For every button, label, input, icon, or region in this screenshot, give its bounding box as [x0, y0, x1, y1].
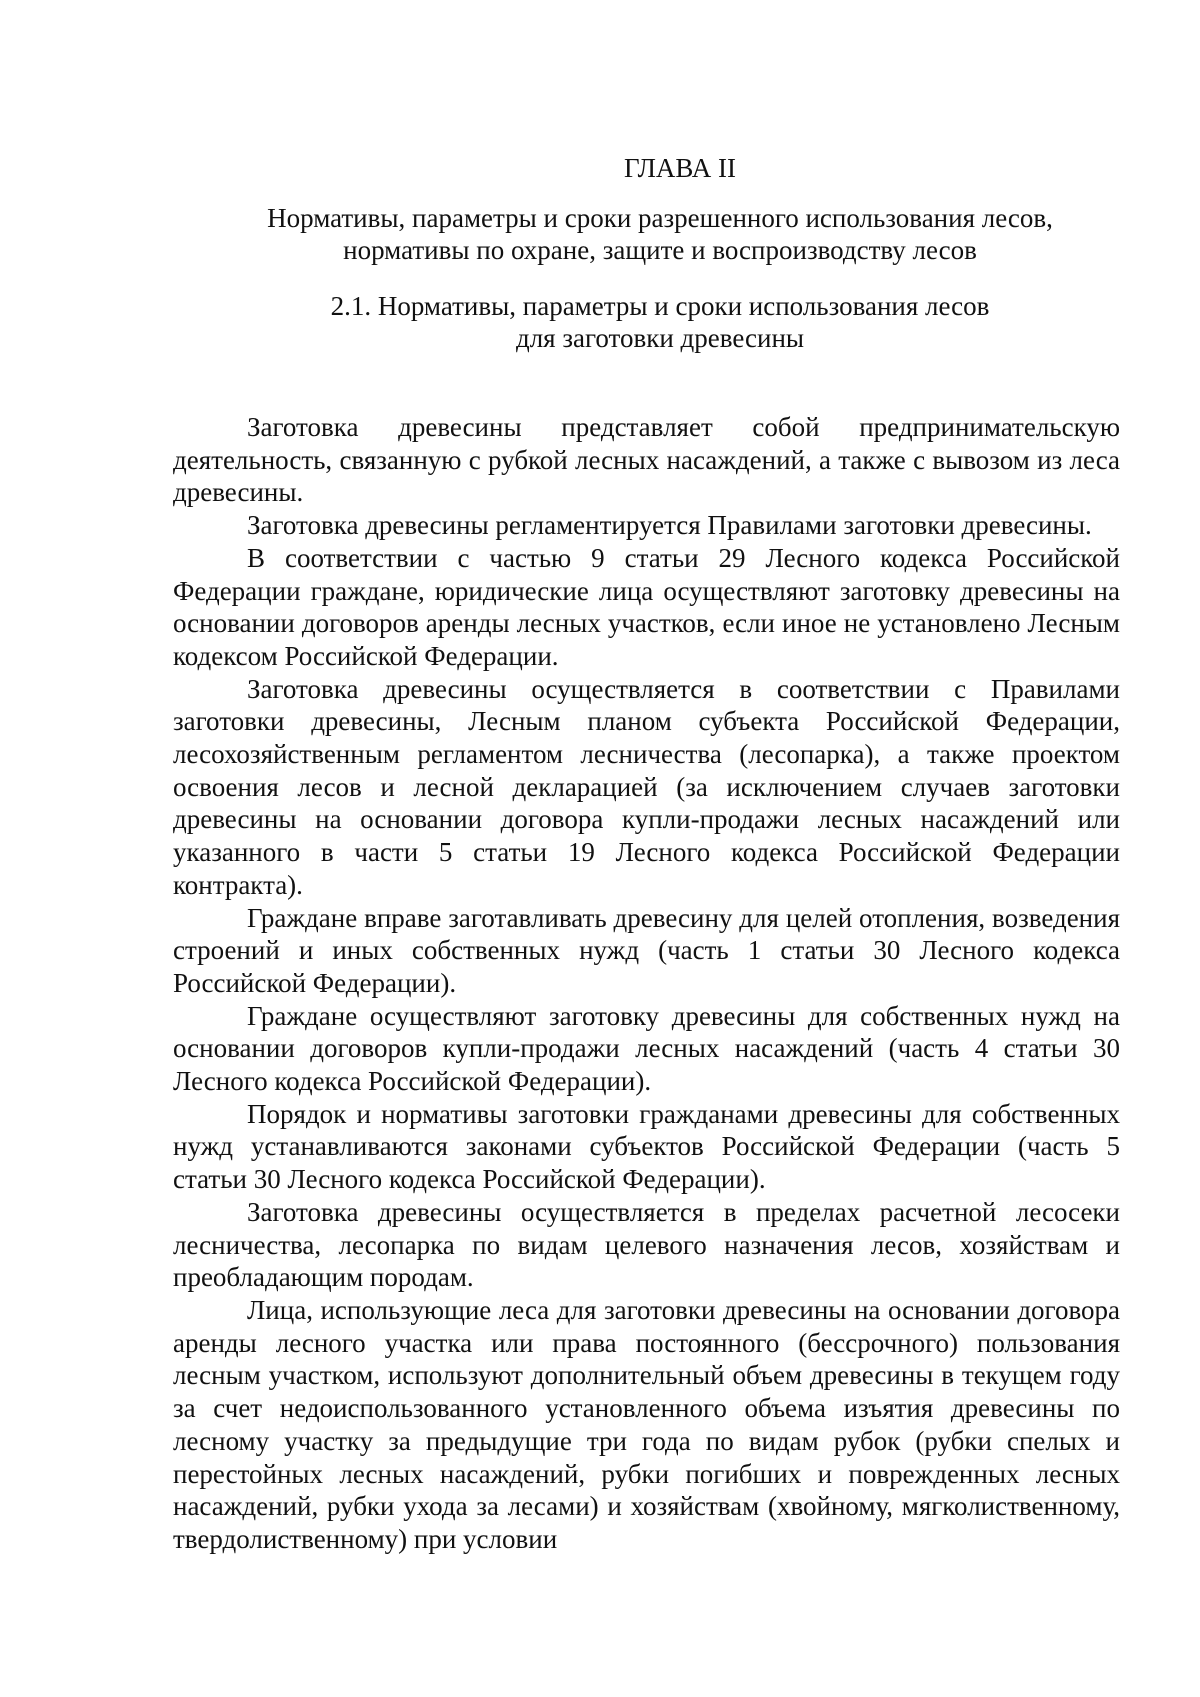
paragraph: Заготовка древесины осуществляется в соответствии с Правилами заготовки древесины, Лесным планом субъекта Российской Федерации, лесохозяйственным регламентом лесничества (лесопарка), а также проектом освоения лесов и лесной декларацией (за исключением случаев заготовки древесины на основании договора купли-продажи лесных насаждений или указанного в части 5 статьи 19 Лесного кодекса Российской Федерации контракта). — [173, 673, 1120, 900]
subsection-title — [160, 290, 1160, 354]
paragraph: Заготовка древесины представляет собой предпринимательскую деятельность, связанную с рубкой лесных насаждений, а также с вывозом из леса древесины. — [173, 412, 1120, 508]
chapter-title: ГЛАВА II — [624, 153, 736, 183]
subsection-title-line: для заготовки древесины — [515, 323, 805, 353]
paragraph: Граждане осуществляют заготовку древесины для собственных нужд на основании договоров купли-продажи лесных насаждений (часть 4 статьи 30 Лесного кодекса Российской Федерации). — [173, 1000, 1120, 1097]
paragraph: Заготовка древесины регламентируется Правилами заготовки древесины. — [247, 510, 1092, 541]
body-text — [173, 411, 1120, 1556]
paragraph: Порядок и нормативы заготовки гражданами древесины для собственных нужд устанавливаются законами субъектов Российской Федерации (часть 5 статьи 30 Лесного кодекса Российской Федерации). — [173, 1098, 1120, 1195]
section-title-line: нормативы по охране, защите и воспроизводству лесов — [343, 235, 977, 265]
paragraph: Граждане вправе заготавливать древесину для целей отопления, возведения строений и иных собственных нужд (часть 1 статьи 30 Лесного кодекса Российской Федерации). — [173, 902, 1120, 998]
section-title — [160, 202, 1160, 266]
section-title-line: Нормативы, параметры и сроки разрешенного использования лесов, — [267, 203, 1053, 233]
paragraph: В соответствии с частью 9 статьи 29 Лесного кодекса Российской Федерации граждане, юридические лица осуществляют заготовку древесины на основании договоров аренды лесных участков, если иное не установлено Лесным кодексом Российской Федерации. — [173, 542, 1120, 671]
paragraph: Заготовка древесины осуществляется в пределах расчетной лесосеки лесничества, лесопарка по видам целевого назначения лесов, хозяйствам и преобладающим породам. — [173, 1196, 1120, 1293]
subsection-title-line: 2.1. Нормативы, параметры и сроки использования лесов — [330, 291, 990, 321]
paragraph: Лица, использующие леса для заготовки древесины на основании договора аренды лесного участка или права постоянного (бессрочного) пользования лесным участком, используют дополнительный объем древесины в текущем году за счет недоиспользованного установленного объема изъятия древесины по лесному участку за предыдущие три года по видам рубок (рубки спелых и перестойных лесных насаждений, рубки погибших и поврежденных лесных насаждений, рубки ухода за лесами) и хозяйствам (хвойному, мягколиственному, твердолиственному) при условии — [173, 1294, 1120, 1554]
